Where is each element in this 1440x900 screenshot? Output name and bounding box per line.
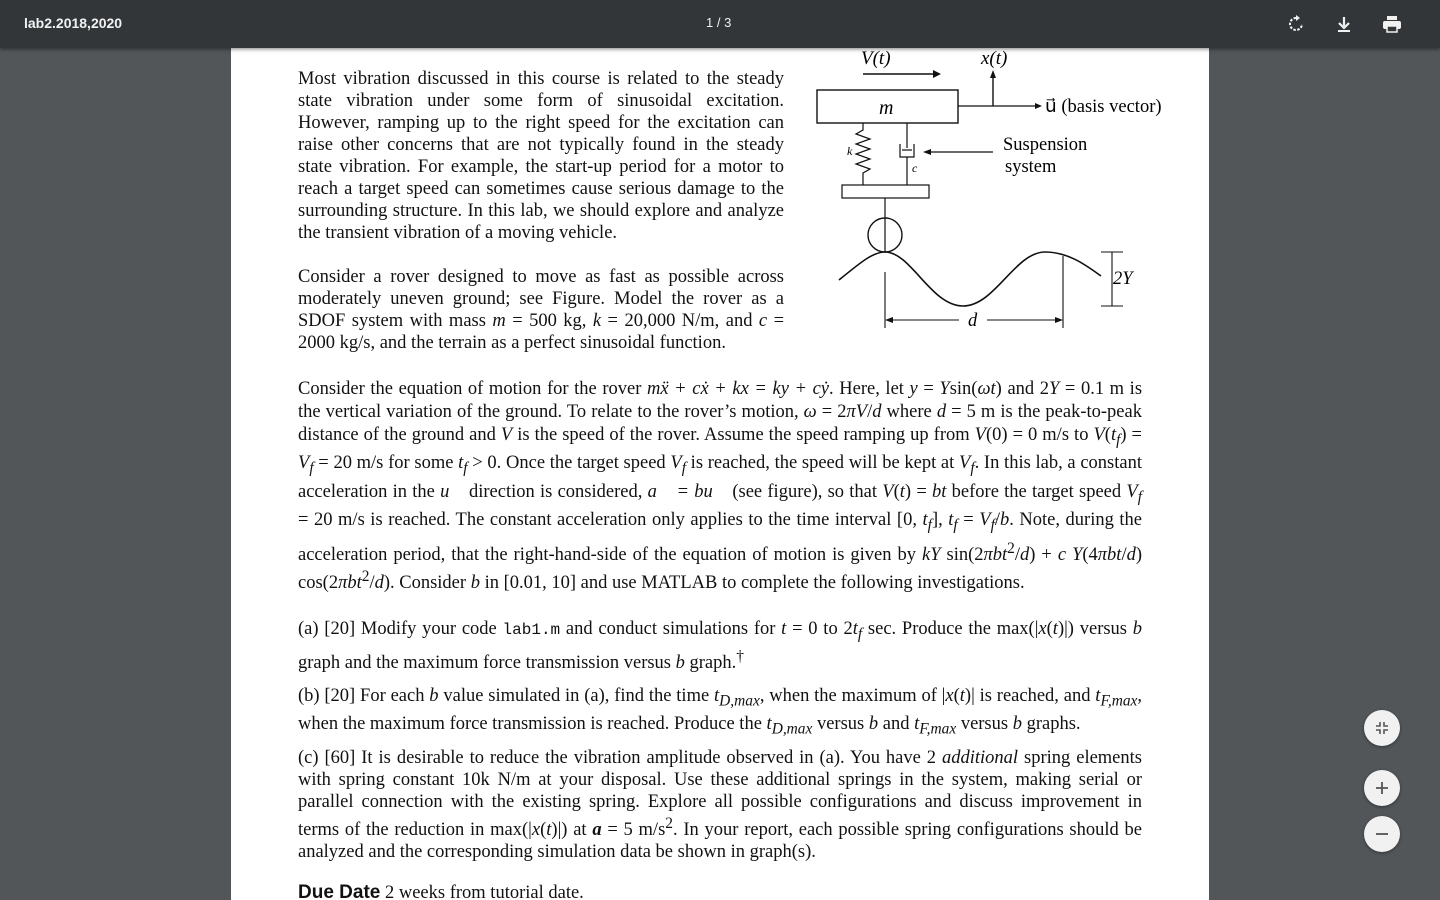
rover-paragraph: Consider a rover designed to move as fast as possible across moderately uneven ground; see Figure. Model the rover as a SDOF system with mass m = 500 kg, k = 20,000 N/m, and c = 2000 kg/s, and the terrain as a perfect sinusoidal function. (298, 267, 785, 353)
document-title: lab2.2018,2020 (24, 15, 123, 31)
print-button[interactable] (1380, 12, 1404, 36)
rotate-button[interactable] (1284, 12, 1308, 36)
suspension-label-1: Suspension (1003, 135, 1088, 155)
damper-label: c (912, 161, 918, 175)
download-icon (1335, 15, 1353, 33)
spring-label: k (847, 144, 853, 158)
suspension-pointer-head (923, 149, 931, 155)
velocity-label: V(t) (861, 48, 891, 69)
fit-page-button[interactable] (1364, 710, 1400, 746)
due-date-value: 2 weeks from tutorial date. (380, 883, 584, 900)
basis-label: u⃗ (basis vector) (1045, 97, 1162, 117)
equation-paragraph: Consider the equation of motion for the rover mẍ + cẋ + kx = ky + cẏ. Here, let y = Ysin(ωt) and 2Y = 0.1 m is the vertical variation of the ground. To relate to the rover’s motion, ω = 2πV/d where d = 5 m is the peak-to-peak distance of the ground and V is the speed of the rover. Assume the speed ramping up from V(0) = 0 m/s to $V(t_f) = V_f = 20$ m/s for some $t_f > 0$. Once the target speed $V_f$ is reached, the speed will be kept at $V_f$. In this lab, a constant acceleration in the u⃗ direction is considered, a⃗ = bu⃗ (see figure), so that V(t) = bt before the target speed $V_f = 20$ m/s is reached. The constant acceleration only applies to the time interval [0, $t_f$], $t_f = V_f/b$. Note, during the acceleration period, that the right-hand-side of the equation of motion is given by kY sin(2πbt$^2$/d) + c Y(4πbt/d) cos(2πbt$^2$/d). Consider b in [0.01, 10] and use MATLAB to complete the following investigations. (298, 379, 1143, 594)
question-c: (c) [60] It is desirable to reduce the vibration amplitude observed in (a). You have 2 additional spring elements with spring constant 10k N/m at your disposal. Use these additional springs in the system, making serial or parallel connection with the existing spring. Explore all possible configurations and discuss improvement in terms of the reduction in max(|x(t)|) at a = 5 $m/s^2$. In your report, each possible spring configurations should be analyzed and the corresponding simulation data be shown in graph(s). (298, 748, 1142, 863)
suspension-label-2: system (1005, 157, 1057, 177)
due-date-label: Due Date (298, 882, 381, 900)
basis-arrowhead (1035, 103, 1042, 109)
distance-arrowhead-left (885, 317, 893, 323)
base-plate (842, 185, 929, 198)
pdf-toolbar (0, 0, 1440, 48)
page-indicator[interactable]: 1 / 3 (706, 15, 732, 30)
plus-icon (1375, 781, 1389, 795)
fit-page-icon (1374, 720, 1390, 736)
download-button[interactable] (1332, 12, 1356, 36)
question-a: (a) [20] Modify your code lab1.m and conduct simulations for t = 0 to $2t_f$ sec. Produce the max(|x(t)|) versus b graph and the maximum force transmission versus b graph.† (298, 619, 1143, 673)
question-b: (b) [20] For each b value simulated in (a), find the time $t_{D,max}$, when the maximum of |x(t)| is reached, and $t_{F,max}$, when the maximum force transmission is reached. Produce the $t_{D,max}$ versus b and $t_{F,max}$ versus b graphs. (298, 686, 1143, 738)
displacement-label: x(t) (981, 48, 1008, 69)
distance-label: d (968, 311, 978, 331)
zoom-in-button[interactable] (1364, 770, 1400, 806)
terrain-curve (839, 252, 1101, 306)
rover-suspension-figure (801, 48, 1201, 380)
rotate-icon (1287, 15, 1305, 33)
minus-icon (1375, 827, 1389, 841)
print-icon (1382, 15, 1402, 33)
pdf-page (231, 48, 1209, 900)
intro-paragraph: Most vibration discussed in this course is related to the steady state vibration under some form of sinusoidal excitation. However, ramping up to the right speed for the excitation can raise other concerns that are not typically found in the steady state vibration. For example, the start-up period for a motor to reach a target speed can sometimes cause serious damage to the surrounding structure. In this lab, we should explore and analyze the transient vibration of a moving vehicle. (298, 69, 784, 243)
due-date (298, 882, 1142, 900)
zoom-out-button[interactable] (1364, 816, 1400, 852)
distance-arrowhead-right (1055, 317, 1063, 323)
amplitude-label: 2Y (1113, 269, 1133, 289)
displacement-arrowhead (990, 70, 996, 78)
mass-label: m (879, 97, 894, 119)
spring (856, 123, 870, 185)
velocity-arrowhead (933, 70, 941, 78)
